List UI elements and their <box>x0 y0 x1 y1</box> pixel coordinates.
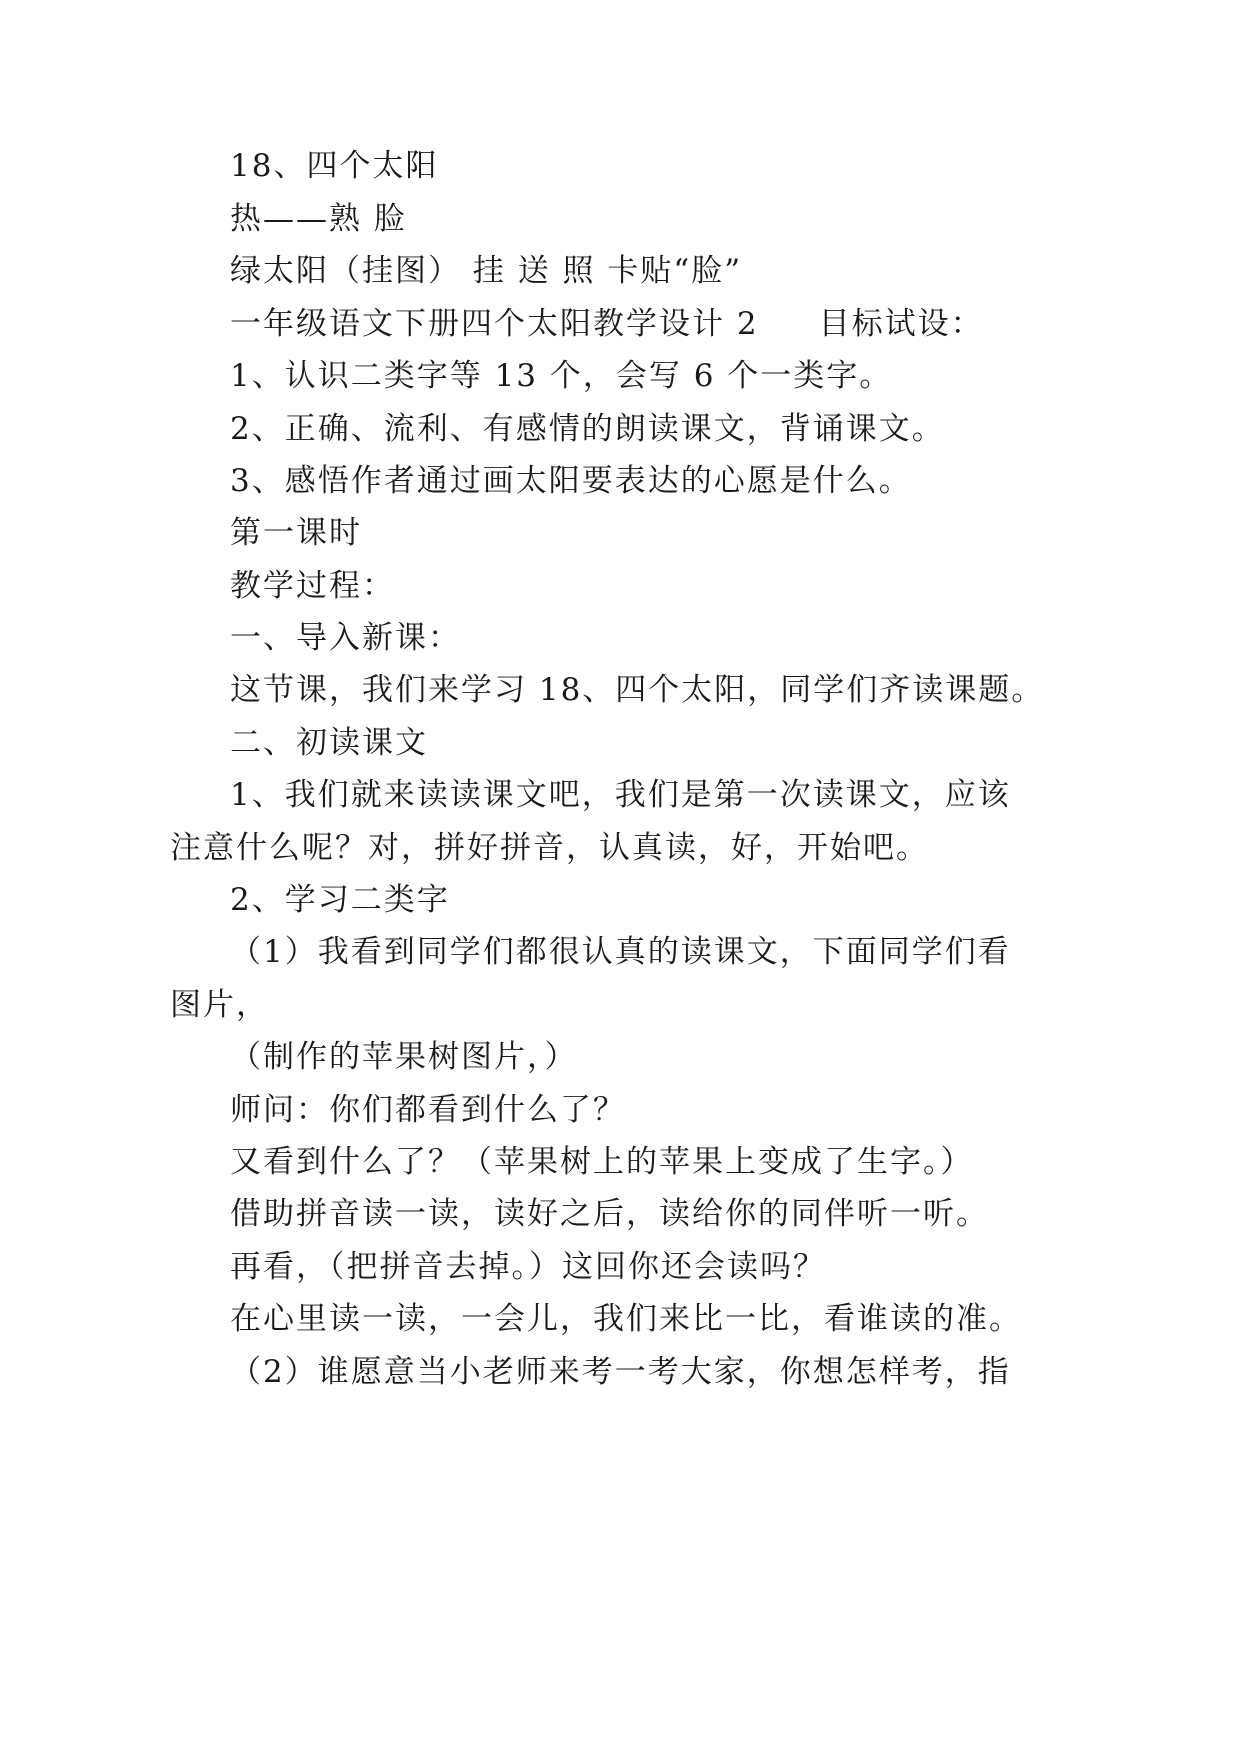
paragraph-line: （制作的苹果树图片，） <box>230 1039 578 1075</box>
paragraph-line: 借助拼音读一读，读好之后，读给你的同伴听一听。 <box>230 1196 989 1232</box>
paragraph-line: （2）谁愿意当小老师来考一考大家，你想怎样考，指 <box>230 1354 1011 1390</box>
objective-item: 1、认识二类字等 13 个，会写 6 个一类字。 <box>230 358 893 394</box>
text-line: 热——熟 脸 <box>230 201 407 237</box>
design-title: 一年级语文下册四个太阳教学设计 2 <box>230 306 759 342</box>
objective-item: 3、感悟作者通过画太阳要表达的心愿是什么。 <box>230 463 912 499</box>
design-heading-line <box>230 304 984 344</box>
paragraph-line: 再看，（把拼音去掉。）这回你还会读吗？ <box>230 1249 826 1285</box>
paragraph-line: 注意什么呢？对，拼好拼音，认真读，好，开始吧。 <box>170 830 929 866</box>
section-heading: 一、导入新课： <box>230 620 461 656</box>
paragraph-line: （1）我看到同学们都很认真的读课文，下面同学们看 <box>230 934 1011 970</box>
paragraph-line: 这节课，我们来学习 18、四个太阳，同学们齐读课题。 <box>230 672 1045 708</box>
paragraph-line: 1、我们就来读读课文吧，我们是第一次读课文，应该 <box>230 777 1011 813</box>
paragraph-line: 在心里读一读，一会儿，我们来比一比，看谁读的准。 <box>230 1301 1022 1337</box>
text-line: 绿太阳（挂图） 挂 送 照 卡贴“脸” <box>230 253 743 289</box>
lesson-title: 18、四个太阳 <box>230 148 439 184</box>
paragraph-line: 又看到什么了？（苹果树上的苹果上变成了生字。） <box>230 1144 974 1180</box>
paragraph-line: 师问：你们都看到什么了？ <box>230 1092 626 1128</box>
section-heading: 第一课时 <box>230 515 362 551</box>
section-heading: 2、学习二类字 <box>230 882 450 918</box>
section-heading: 教学过程： <box>230 568 395 604</box>
section-heading: 二、初读课文 <box>230 725 428 761</box>
objective-item: 2、正确、流利、有感情的朗读课文，背诵课文。 <box>230 411 945 447</box>
paragraph-line: 图片， <box>170 987 269 1023</box>
objectives-label: 目标试设： <box>818 306 984 342</box>
